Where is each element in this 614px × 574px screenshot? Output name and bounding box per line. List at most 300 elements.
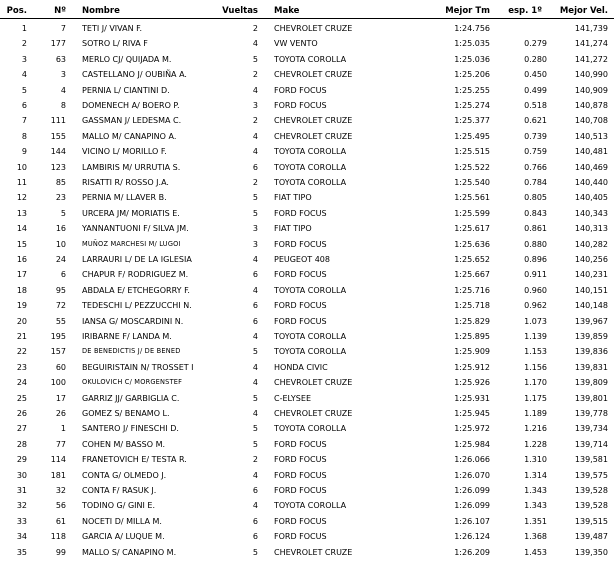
cell-gap: 1.343 xyxy=(524,501,547,511)
cell-number: 6 xyxy=(60,270,66,280)
table-row xyxy=(0,144,614,159)
cell-best-time: 1:25.984 xyxy=(454,439,490,449)
cell-gap: 1.156 xyxy=(524,362,547,372)
cell-best-speed: 140,878 xyxy=(574,101,608,110)
table-row xyxy=(0,113,614,128)
cell-best-time: 1:25.652 xyxy=(454,255,490,264)
cell-laps: 4 xyxy=(252,470,258,480)
cell-laps: 3 xyxy=(252,101,258,110)
cell-make: FIAT TIPO xyxy=(274,224,312,234)
cell-laps: 6 xyxy=(252,162,258,172)
cell-pos: 19 xyxy=(16,301,27,311)
table-row xyxy=(0,160,614,175)
cell-make: CHEVROLET CRUZE xyxy=(274,70,353,80)
cell-name: VICINO L/ MORILLO F. xyxy=(82,147,167,157)
cell-make: C-ELYSEE xyxy=(274,393,311,403)
cell-number: 61 xyxy=(55,516,66,526)
cell-best-time: 1:25.636 xyxy=(454,239,490,249)
cell-gap: 1.351 xyxy=(524,516,547,526)
cell-pos: 29 xyxy=(16,455,27,465)
cell-laps: 5 xyxy=(252,54,258,64)
cell-number: 85 xyxy=(55,178,66,187)
cell-gap: 0.739 xyxy=(524,131,547,141)
cell-laps: 4 xyxy=(252,501,258,511)
cell-laps: 6 xyxy=(252,301,258,311)
cell-make: FORD FOCUS xyxy=(274,316,327,326)
cell-number: 8 xyxy=(60,101,66,110)
cell-pos: 13 xyxy=(16,208,27,218)
cell-make: CHEVROLET CRUZE xyxy=(274,409,353,418)
cell-best-time: 1:25.561 xyxy=(454,193,490,203)
cell-pos: 12 xyxy=(16,193,27,203)
cell-gap: 0.960 xyxy=(524,285,547,295)
cell-number: 99 xyxy=(55,547,66,557)
cell-best-speed: 139,831 xyxy=(574,362,608,372)
cell-make: FORD FOCUS xyxy=(274,439,327,449)
cell-best-speed: 139,515 xyxy=(574,516,608,526)
cell-gap: 1.310 xyxy=(524,455,547,465)
cell-pos: 21 xyxy=(16,332,27,341)
cell-gap: 1.189 xyxy=(524,409,547,418)
cell-number: 111 xyxy=(50,116,66,126)
table-row xyxy=(0,406,614,421)
cell-pos: 30 xyxy=(16,470,27,480)
cell-name: LARRAURI L/ DE LA IGLESIA xyxy=(82,255,192,264)
cell-best-speed: 140,708 xyxy=(574,116,608,126)
cell-laps: 6 xyxy=(252,532,258,542)
cell-make: FORD FOCUS xyxy=(274,208,327,218)
cell-name: MERLO CJ/ QUIJADA M. xyxy=(82,54,172,64)
table-row xyxy=(0,545,614,560)
cell-number: 32 xyxy=(55,486,66,495)
cell-best-speed: 140,440 xyxy=(574,178,608,187)
cell-number: 100 xyxy=(50,378,66,388)
cell-make: FORD FOCUS xyxy=(274,470,327,480)
cell-make: PEUGEOT 408 xyxy=(274,255,330,264)
cell-make: TOYOTA COROLLA xyxy=(274,162,347,172)
table-row xyxy=(0,175,614,190)
cell-name: DOMENECH A/ BOERO P. xyxy=(82,101,180,110)
cell-make: VW VENTO xyxy=(274,39,318,49)
cell-laps: 5 xyxy=(252,393,258,403)
cell-gap: 0.759 xyxy=(524,147,547,157)
cell-name: PERNIA M/ LLAVER B. xyxy=(82,193,167,203)
cell-pos: 11 xyxy=(16,178,27,187)
cell-best-time: 1:25.206 xyxy=(454,70,490,80)
table-row xyxy=(0,67,614,82)
cell-laps: 2 xyxy=(252,24,258,33)
cell-pos: 24 xyxy=(16,378,27,388)
cell-number: 181 xyxy=(50,470,66,480)
cell-name: TEDESCHI L/ PEZZUCCHI N. xyxy=(82,301,192,311)
cell-best-time: 1:25.540 xyxy=(454,178,490,187)
cell-gap: 0.499 xyxy=(524,85,547,95)
cell-name: MALLO S/ CANAPINO M. xyxy=(82,547,177,557)
cell-number: 55 xyxy=(55,316,66,326)
cell-gap: 1.175 xyxy=(524,393,547,403)
cell-name: FRANETOVICH E/ TESTA R. xyxy=(82,455,187,465)
cell-best-time: 1:26.124 xyxy=(454,532,490,542)
cell-make: TOYOTA COROLLA xyxy=(274,54,347,64)
table-row xyxy=(0,452,614,467)
cell-gap: 0.518 xyxy=(524,101,547,110)
cell-name: SANTERO J/ FINESCHI D. xyxy=(82,424,179,434)
cell-make: FORD FOCUS xyxy=(274,239,327,249)
cell-name: TETI J/ VIVAN F. xyxy=(82,24,142,33)
table-row xyxy=(0,329,614,344)
cell-name: NOCETI D/ MILLA M. xyxy=(82,516,162,526)
cell-pos: 14 xyxy=(16,224,27,234)
cell-name: MUÑOZ MARCHESI M/ LUGOI xyxy=(82,239,181,248)
cell-best-speed: 139,778 xyxy=(574,409,608,418)
cell-laps: 4 xyxy=(252,285,258,295)
cell-make: FORD FOCUS xyxy=(274,516,327,526)
cell-pos: 7 xyxy=(21,116,27,126)
cell-gap: 0.896 xyxy=(524,255,547,264)
cell-best-time: 1:25.909 xyxy=(454,347,490,357)
cell-number: 123 xyxy=(50,162,66,172)
cell-pos: 8 xyxy=(21,131,27,141)
cell-make: CHEVROLET CRUZE xyxy=(274,24,353,33)
cell-pos: 3 xyxy=(21,54,27,64)
cell-pos: 31 xyxy=(16,486,27,495)
cell-best-time: 1:25.718 xyxy=(454,301,490,311)
cell-pos: 10 xyxy=(16,162,27,172)
cell-laps: 2 xyxy=(252,70,258,80)
table-row xyxy=(0,483,614,498)
cell-gap: 0.766 xyxy=(524,162,547,172)
cell-best-speed: 140,231 xyxy=(574,270,608,280)
cell-name: YANNANTUONI F/ SILVA JM. xyxy=(82,224,189,234)
cell-pos: 16 xyxy=(16,255,27,264)
table-row xyxy=(0,437,614,452)
cell-best-time: 1:25.515 xyxy=(454,147,490,157)
cell-best-time: 1:25.945 xyxy=(454,409,490,418)
cell-best-time: 1:25.716 xyxy=(454,285,490,295)
cell-best-speed: 139,836 xyxy=(574,347,608,357)
table-row xyxy=(0,206,614,221)
cell-best-time: 1:25.912 xyxy=(454,362,490,372)
cell-best-speed: 139,575 xyxy=(574,470,608,480)
cell-laps: 4 xyxy=(252,255,258,264)
cell-name: LAMBIRIS M/ URRUTIA S. xyxy=(82,162,181,172)
cell-name: IRIBARNE F/ LANDA M. xyxy=(82,332,172,341)
cell-number: 10 xyxy=(55,239,66,249)
cell-best-speed: 140,256 xyxy=(574,255,608,264)
cell-pos: 28 xyxy=(16,439,27,449)
cell-number: 56 xyxy=(55,501,66,511)
cell-pos: 27 xyxy=(16,424,27,434)
cell-pos: 32 xyxy=(16,501,27,511)
cell-name: SOTRO L/ RIVA F xyxy=(82,39,148,49)
cell-make: FIAT TIPO xyxy=(274,193,312,203)
cell-laps: 3 xyxy=(252,239,258,249)
cell-pos: 25 xyxy=(16,393,27,403)
cell-number: 95 xyxy=(55,285,66,295)
cell-best-speed: 140,469 xyxy=(574,162,608,172)
header-pos: Pos. xyxy=(6,6,27,16)
cell-best-speed: 139,801 xyxy=(574,393,608,403)
cell-laps: 2 xyxy=(252,455,258,465)
cell-best-time: 1:26.099 xyxy=(454,486,490,495)
header-divider xyxy=(0,18,614,19)
cell-pos: 17 xyxy=(16,270,27,280)
table-row xyxy=(0,314,614,329)
cell-number: 5 xyxy=(60,208,66,218)
table-row xyxy=(0,36,614,51)
cell-name: CHAPUR F/ RODRIGUEZ M. xyxy=(82,270,189,280)
table-row xyxy=(0,421,614,436)
cell-laps: 4 xyxy=(252,332,258,341)
cell-best-speed: 140,405 xyxy=(574,193,608,203)
cell-gap: 0.880 xyxy=(524,239,547,249)
cell-best-time: 1:25.931 xyxy=(454,393,490,403)
cell-pos: 6 xyxy=(21,101,27,110)
cell-number: 72 xyxy=(55,301,66,311)
cell-best-time: 1:26.107 xyxy=(454,516,490,526)
cell-best-time: 1:26.066 xyxy=(454,455,490,465)
cell-number: 26 xyxy=(55,409,66,418)
cell-number: 144 xyxy=(50,147,66,157)
cell-laps: 2 xyxy=(252,116,258,126)
cell-laps: 6 xyxy=(252,486,258,495)
cell-number: 60 xyxy=(55,362,66,372)
cell-best-speed: 140,151 xyxy=(574,285,608,295)
header-number: Nº xyxy=(54,6,66,16)
cell-pos: 1 xyxy=(21,24,27,33)
cell-best-time: 1:25.599 xyxy=(454,208,490,218)
cell-pos: 26 xyxy=(16,409,27,418)
cell-name: CONTA F/ RASUK J. xyxy=(82,486,157,495)
cell-pos: 5 xyxy=(21,85,27,95)
cell-pos: 2 xyxy=(21,39,27,49)
cell-number: 118 xyxy=(50,532,66,542)
cell-best-speed: 140,513 xyxy=(574,131,608,141)
cell-gap: 0.621 xyxy=(524,116,547,126)
cell-name: MALLO M/ CANAPINO A. xyxy=(82,131,177,141)
table-row xyxy=(0,98,614,113)
header-gap: esp. 1º xyxy=(508,6,542,16)
cell-pos: 23 xyxy=(16,362,27,372)
cell-gap: 1.170 xyxy=(524,378,547,388)
cell-laps: 4 xyxy=(252,39,258,49)
cell-best-speed: 139,528 xyxy=(574,486,608,495)
cell-name: PERNIA L/ CIANTINI D. xyxy=(82,85,170,95)
cell-make: TOYOTA COROLLA xyxy=(274,178,347,187)
cell-make: CHEVROLET CRUZE xyxy=(274,116,353,126)
cell-best-time: 1:25.255 xyxy=(454,85,490,95)
cell-number: 177 xyxy=(50,39,66,49)
cell-gap: 0.805 xyxy=(524,193,547,203)
table-row xyxy=(0,52,614,67)
header-name: Nombre xyxy=(82,6,120,16)
cell-laps: 4 xyxy=(252,85,258,95)
cell-make: CHEVROLET CRUZE xyxy=(274,131,353,141)
cell-best-speed: 139,350 xyxy=(574,547,608,557)
table-row xyxy=(0,221,614,236)
cell-laps: 6 xyxy=(252,316,258,326)
cell-best-speed: 140,481 xyxy=(574,147,608,157)
cell-gap: 0.280 xyxy=(524,54,547,64)
cell-best-time: 1:25.617 xyxy=(454,224,490,234)
cell-best-speed: 140,282 xyxy=(574,239,608,249)
cell-best-time: 1:25.926 xyxy=(454,378,490,388)
cell-number: 23 xyxy=(55,193,66,203)
cell-laps: 4 xyxy=(252,378,258,388)
cell-laps: 4 xyxy=(252,409,258,418)
cell-best-time: 1:25.667 xyxy=(454,270,490,280)
cell-laps: 5 xyxy=(252,208,258,218)
cell-best-speed: 141,274 xyxy=(574,39,608,49)
cell-best-time: 1:25.036 xyxy=(454,54,490,64)
cell-name: BEGUIRISTAIN N/ TROSSET I xyxy=(82,362,194,372)
cell-make: TOYOTA COROLLA xyxy=(274,347,347,357)
cell-laps: 5 xyxy=(252,193,258,203)
cell-laps: 6 xyxy=(252,516,258,526)
cell-make: TOYOTA COROLLA xyxy=(274,332,347,341)
cell-make: TOYOTA COROLLA xyxy=(274,424,347,434)
table-row xyxy=(0,21,614,36)
cell-number: 3 xyxy=(60,70,66,80)
cell-gap: 1.453 xyxy=(524,547,547,557)
table-row xyxy=(0,252,614,267)
cell-number: 77 xyxy=(55,439,66,449)
cell-laps: 5 xyxy=(252,547,258,557)
table-row xyxy=(0,468,614,483)
cell-gap: 1.343 xyxy=(524,486,547,495)
cell-best-time: 1:25.495 xyxy=(454,131,490,141)
cell-gap: 1.216 xyxy=(524,424,547,434)
table-row xyxy=(0,283,614,298)
cell-best-speed: 139,487 xyxy=(574,532,608,542)
cell-laps: 5 xyxy=(252,347,258,357)
table-row xyxy=(0,498,614,513)
cell-laps: 5 xyxy=(252,439,258,449)
cell-make: FORD FOCUS xyxy=(274,455,327,465)
cell-laps: 4 xyxy=(252,362,258,372)
cell-best-speed: 139,714 xyxy=(574,439,608,449)
cell-name: IANSA G/ MOSCARDINI N. xyxy=(82,316,184,326)
cell-gap xyxy=(494,21,547,36)
cell-name: DE BENEDICTIS J/ DE BENED xyxy=(82,347,181,356)
cell-make: TOYOTA COROLLA xyxy=(274,285,347,295)
cell-pos: 22 xyxy=(16,347,27,357)
cell-number: 157 xyxy=(50,347,66,357)
cell-number: 195 xyxy=(50,332,66,341)
cell-gap: 1.368 xyxy=(524,532,547,542)
cell-gap: 0.784 xyxy=(524,178,547,187)
cell-best-time: 1:25.377 xyxy=(454,116,490,126)
cell-laps: 5 xyxy=(252,424,258,434)
cell-number: 63 xyxy=(55,54,66,64)
cell-name: GASSMAN J/ LEDESMA C. xyxy=(82,116,182,126)
table-row xyxy=(0,83,614,98)
cell-best-speed: 139,809 xyxy=(574,378,608,388)
header-make: Make xyxy=(274,6,300,16)
cell-laps: 4 xyxy=(252,131,258,141)
cell-gap: 0.911 xyxy=(524,270,547,280)
cell-best-time: 1:25.829 xyxy=(454,316,490,326)
cell-gap: 0.861 xyxy=(524,224,547,234)
cell-number: 114 xyxy=(50,455,66,465)
cell-best-time: 1:25.274 xyxy=(454,101,490,110)
header-best-speed: Mejor Vel. xyxy=(559,6,608,16)
cell-laps: 3 xyxy=(252,224,258,234)
table-row xyxy=(0,514,614,529)
table-row xyxy=(0,190,614,205)
cell-number: 24 xyxy=(55,255,66,264)
cell-make: TOYOTA COROLLA xyxy=(274,147,347,157)
cell-gap: 1.314 xyxy=(524,470,547,480)
cell-best-time: 1:25.035 xyxy=(454,39,490,49)
cell-gap: 1.073 xyxy=(524,316,547,326)
table-row xyxy=(0,267,614,282)
cell-number: 7 xyxy=(60,24,66,33)
cell-pos: 18 xyxy=(16,285,27,295)
header-laps: Vueltas xyxy=(222,6,258,16)
cell-make: FORD FOCUS xyxy=(274,532,327,542)
cell-name: URCERA JM/ MORIATIS E. xyxy=(82,208,180,218)
cell-name: OKULOVICH C/ MORGENSTEF xyxy=(82,378,183,387)
cell-gap: 0.962 xyxy=(524,301,547,311)
cell-make: HONDA CIVIC xyxy=(274,362,328,372)
cell-make: FORD FOCUS xyxy=(274,270,327,280)
table-row xyxy=(0,298,614,313)
cell-best-speed: 140,313 xyxy=(574,224,608,234)
cell-number: 1 xyxy=(60,424,66,434)
cell-number: 155 xyxy=(50,131,66,141)
cell-make: FORD FOCUS xyxy=(274,85,327,95)
cell-gap: 0.279 xyxy=(524,39,547,49)
table-row xyxy=(0,344,614,359)
cell-number: 17 xyxy=(55,393,66,403)
cell-name: ABDALA E/ ETCHEGORRY F. xyxy=(82,285,190,295)
cell-best-time: 1:26.209 xyxy=(454,547,490,557)
table-row xyxy=(0,375,614,390)
cell-make: CHEVROLET CRUZE xyxy=(274,547,353,557)
cell-name: RISATTI R/ ROSSO J.A. xyxy=(82,178,169,187)
cell-make: CHEVROLET CRUZE xyxy=(274,378,353,388)
cell-pos: 20 xyxy=(16,316,27,326)
cell-name: CASTELLANO J/ OUBIÑA A. xyxy=(82,70,187,80)
cell-best-speed: 139,734 xyxy=(574,424,608,434)
cell-best-speed: 139,967 xyxy=(574,316,608,326)
cell-gap: 1.228 xyxy=(524,439,547,449)
cell-laps: 2 xyxy=(252,178,258,187)
cell-make: TOYOTA COROLLA xyxy=(274,501,347,511)
cell-name: GARRIZ JJ/ GARBIGLIA C. xyxy=(82,393,180,403)
cell-pos: 33 xyxy=(16,516,27,526)
cell-pos: 35 xyxy=(16,547,27,557)
cell-make: FORD FOCUS xyxy=(274,301,327,311)
table-row xyxy=(0,360,614,375)
cell-laps: 4 xyxy=(252,147,258,157)
cell-best-speed: 139,859 xyxy=(574,332,608,341)
cell-number: 4 xyxy=(60,85,66,95)
cell-best-time: 1:26.070 xyxy=(454,470,490,480)
cell-name: GOMEZ S/ BENAMO L. xyxy=(82,409,170,418)
cell-make: FORD FOCUS xyxy=(274,101,327,110)
cell-number: 16 xyxy=(55,224,66,234)
cell-best-speed: 140,909 xyxy=(574,85,608,95)
cell-name: COHEN M/ BASSO M. xyxy=(82,439,166,449)
cell-best-time: 1:25.522 xyxy=(454,162,490,172)
cell-gap: 0.843 xyxy=(524,208,547,218)
table-row xyxy=(0,529,614,544)
cell-best-time: 1:25.972 xyxy=(454,424,490,434)
cell-gap: 1.139 xyxy=(524,332,547,341)
table-row xyxy=(0,237,614,252)
